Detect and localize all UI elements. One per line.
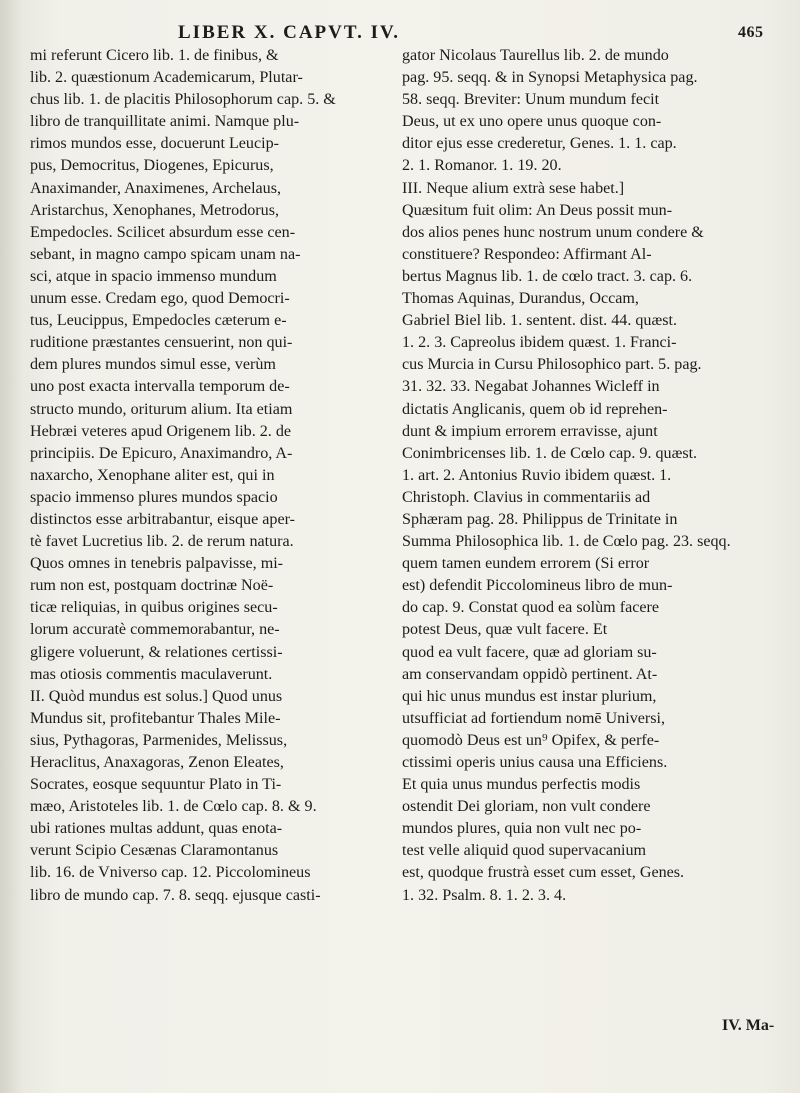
text-line: tus, Leucippus, Empedocles cæterum e- — [30, 311, 287, 330]
text-line: libro de tranquillitate animi. Namque plu- — [30, 112, 300, 131]
text-line: Summa Philosophica lib. 1. de Cœlo pag. 23. seqq. — [402, 532, 731, 551]
text-line: ticæ reliquias, in quibus origines secu- — [30, 598, 278, 617]
text-line: Hebræi veteres apud Origenem lib. 2. de — [30, 421, 292, 440]
text-line: 1. 32. Psalm. 8. 1. 2. 3. 4. — [402, 885, 567, 904]
text-line: am conservandam oppidò pertinent. At- — [402, 664, 658, 683]
text-line: Mundus sit, profitebantur Thales Mile- — [30, 708, 281, 727]
text-line: 31. 32. 33. Negabat Johannes Wicleff in — [402, 377, 660, 396]
text-line: 1. art. 2. Antonius Ruvio ibidem quæst. 1. — [402, 465, 672, 484]
text-line: dos alios penes hunc nostrum unum condere & — [402, 222, 704, 241]
text-line: Heraclitus, Anaxagoras, Zenon Eleates, — [30, 753, 284, 771]
text-line: ostendit Dei gloriam, non vult condere — [402, 797, 651, 816]
page-number: 465 — [738, 24, 764, 41]
left-text-column — [30, 44, 388, 906]
text-line: Quos omnes in tenebris palpavisse, mi- — [30, 554, 284, 573]
text-line: ditor ejus esse crederetur, Genes. 1. 1. cap. — [402, 134, 677, 153]
text-line: Quæsitum fuit olim: An Deus possit mun- — [402, 200, 673, 219]
text-line: mi referunt Cicero lib. 1. de finibus, & — [30, 46, 279, 64]
text-line: 1. 2. 3. Capreolus ibidem quæst. 1. Franci- — [402, 333, 677, 352]
text-line: est) defendit Piccolomineus libro de mun- — [402, 576, 673, 595]
text-line: unum esse. Credam ego, quod Democri- — [30, 289, 290, 308]
text-line: rimos mundos esse, docuerunt Leucip- — [30, 134, 280, 153]
text-line: distinctos esse arbitrabantur, eisque aper- — [30, 509, 295, 528]
text-line: gator Nicolaus Taurellus lib. 2. de mundo — [402, 46, 669, 64]
text-line: gligere voluerunt, & relationes certissi- — [30, 642, 283, 661]
text-line: sebant, in magno campo spicam unam na- — [30, 244, 301, 263]
text-line: do cap. 9. Constat quod ea solùm facere — [402, 598, 660, 617]
text-line: dem plures mundos simul esse, verùm — [30, 355, 276, 374]
text-line: principiis. De Epicuro, Anaximandro, A- — [30, 443, 293, 462]
gutter-shadow — [0, 0, 22, 1093]
text-line: potest Deus, quæ vult facere. Et — [402, 620, 608, 639]
text-line: mas otiosis commentis maculaverunt. — [30, 664, 273, 683]
catchword: IV. Ma- — [722, 1017, 775, 1034]
text-line: utsufficiat ad fortiendum nomē Universi, — [402, 708, 666, 727]
text-line: spacio immenso plures mundos spacio — [30, 487, 278, 506]
text-line: mundos plures, quia non vult nec po- — [402, 819, 642, 838]
text-line: Deus, ut ex uno opere unus quoque con- — [402, 112, 662, 131]
text-line: tè favet Lucretius lib. 2. de rerum natura. — [30, 532, 294, 551]
text-line: Christoph. Clavius in commentariis ad — [402, 487, 651, 506]
text-line: Anaximander, Anaximenes, Archelaus, — [30, 178, 282, 197]
text-line: III. Neque alium extrà sese habet.] — [402, 178, 625, 197]
text-line: chus lib. 1. de placitis Philosophorum cap. 5. & — [30, 90, 336, 109]
text-line: ubi rationes multas addunt, quas enota- — [30, 819, 283, 838]
text-line: cus Murcia in Cursu Philosophico part. 5. pag. — [402, 355, 702, 374]
text-line: dunt & impium errorem erravisse, ajunt — [402, 421, 658, 440]
text-line: lorum accuratè commemorabantur, ne- — [30, 620, 280, 639]
text-line: Thomas Aquinas, Durandus, Occam, — [402, 289, 639, 308]
text-line: libro de mundo cap. 7. 8. seqq. ejusque casti- — [30, 885, 321, 904]
text-line: Socrates, eosque sequuntur Plato in Ti- — [30, 775, 282, 794]
text-line: uno post exacta intervalla temporum de- — [30, 377, 290, 396]
text-line: sius, Pythagoras, Parmenides, Melissus, — [30, 730, 288, 749]
text-line: Aristarchus, Xenophanes, Metrodorus, — [30, 200, 280, 219]
text-line: lib. 16. de Vniverso cap. 12. Piccolomineus — [30, 863, 311, 882]
text-line: pus, Democritus, Diogenes, Epicurus, — [30, 156, 274, 175]
text-line: Conimbricenses lib. 1. de Cœlo cap. 9. quæst. — [402, 443, 698, 462]
text-line: bertus Magnus lib. 1. de cœlo tract. 3. cap. 6. — [402, 266, 693, 285]
text-line: 2. 1. Romanor. 1. 19. 20. — [402, 156, 562, 175]
text-line: Et quia unus mundus perfectis modis — [402, 775, 641, 794]
text-line: mæo, Aristoteles lib. 1. de Cœlo cap. 8. & 9. — [30, 797, 317, 816]
text-line: ctissimi operis unius causa una Efficiens. — [402, 753, 668, 771]
text-line: II. Quòd mundus est solus.] Quod unus — [30, 686, 283, 705]
text-line: quomodò Deus est un⁹ Opifex, & perfe- — [402, 730, 660, 749]
text-line: quod ea vult facere, quæ ad gloriam su- — [402, 642, 657, 661]
text-line: 58. seqq. Breviter: Unum mundum fecit — [402, 90, 660, 109]
text-line: pag. 95. seqq. & in Synopsi Metaphysica pag. — [402, 68, 698, 87]
text-line: sci, atque in spacio immenso mundum — [30, 266, 277, 285]
text-line: verunt Scipio Cesænas Claramontanus — [30, 841, 279, 860]
text-line: ruditione præstantes censuerint, non qui- — [30, 333, 293, 352]
text-line: Gabriel Biel lib. 1. sentent. dist. 44. quæst. — [402, 311, 677, 330]
text-line: rum non est, postquam doctrinæ Noë- — [30, 576, 274, 595]
running-head: LIBER X. CAPVT. IV. — [178, 22, 401, 43]
text-line: test velle aliquid quod supervacanium — [402, 841, 647, 860]
text-line: dictatis Anglicanis, quem ob id reprehen- — [402, 399, 668, 418]
text-line: Sphæram pag. 28. Philippus de Trinitate in — [402, 509, 678, 528]
text-line: lib. 2. quæstionum Academicarum, Plutar- — [30, 68, 303, 87]
text-line: naxarcho, Xenophane aliter est, qui in — [30, 465, 275, 484]
text-line: structo mundo, oriturum alium. Ita etiam — [30, 399, 293, 418]
text-line: Empedocles. Scilicet absurdum esse cen- — [30, 222, 296, 241]
right-text-column — [402, 44, 760, 906]
text-line: constituere? Respondeo: Affirmant Al- — [402, 244, 652, 263]
text-line: qui hic unus mundus est instar plurium, — [402, 686, 657, 705]
text-line: est, quodque frustrà esset cum esset, Genes. — [402, 863, 685, 882]
text-line: quem tamen eundem errorem (Si error — [402, 554, 650, 573]
